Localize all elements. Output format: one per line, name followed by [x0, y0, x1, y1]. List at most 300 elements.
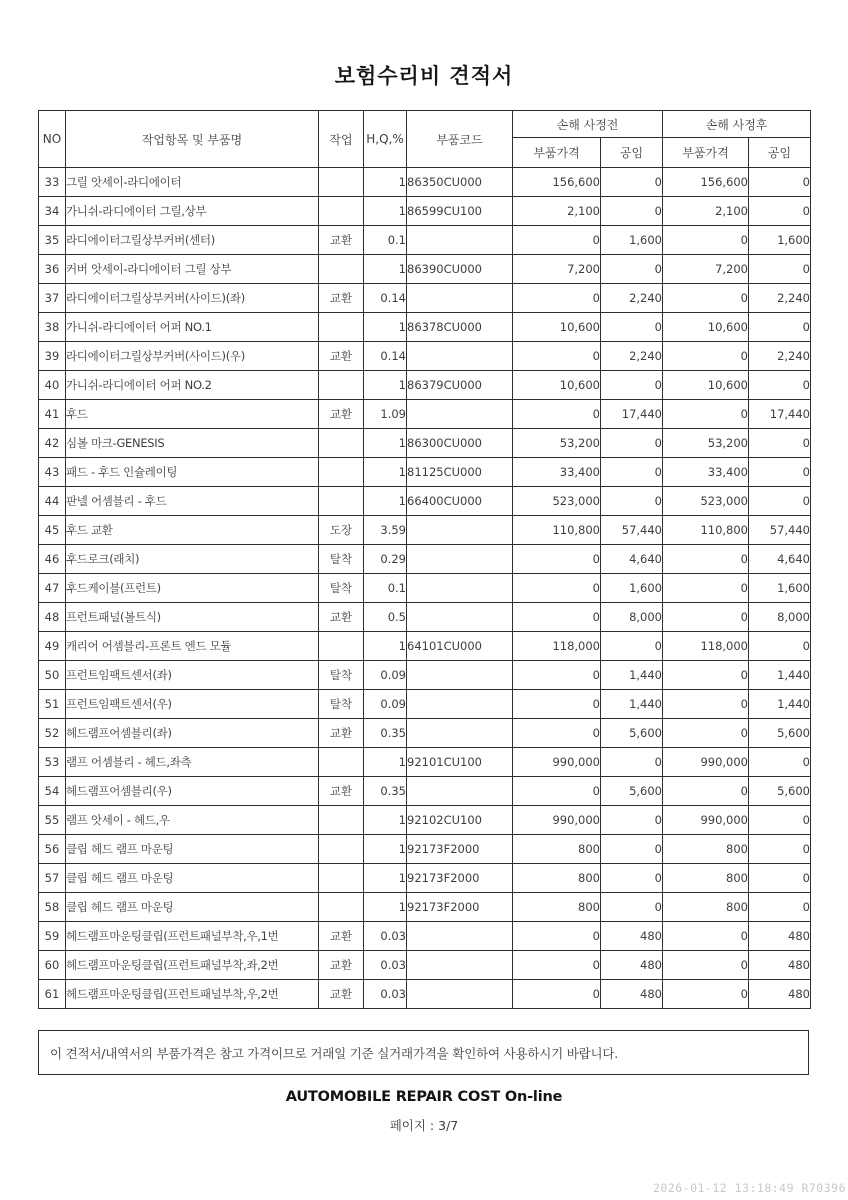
table-row: [39, 777, 811, 806]
brand-line: AUTOMOBILE REPAIR COST On-line: [285, 1089, 563, 1105]
row-number: 46: [39, 545, 66, 574]
notice-text: 이 견적서/내역서의 부품가격은 참고 가격이므로 거래일 기준 실거래가격을 확인하여 사용하시기 바랍니다.: [50, 1045, 619, 1061]
pre-part-price: 800: [513, 835, 601, 864]
col-header-post-part-price: 부품가격: [663, 138, 749, 168]
pre-labor-cost: 0: [601, 197, 663, 226]
part-name: 헤드램프어셈블리(좌): [66, 719, 319, 748]
work-type: [319, 632, 364, 661]
pre-part-price: 10,600: [513, 371, 601, 400]
table-row: [39, 342, 811, 371]
pre-part-price: 156,600: [513, 168, 601, 197]
pre-labor-cost: 0: [601, 748, 663, 777]
post-labor-cost: 0: [749, 255, 811, 284]
post-labor-cost: 0: [749, 313, 811, 342]
hq-value: 3.59: [364, 516, 407, 545]
work-type: [319, 806, 364, 835]
table-row: [39, 864, 811, 893]
row-number: 37: [39, 284, 66, 313]
pre-labor-cost: 0: [601, 168, 663, 197]
table-row: [39, 429, 811, 458]
pre-labor-cost: 8,000: [601, 603, 663, 632]
pre-labor-cost: 0: [601, 806, 663, 835]
post-labor-cost: 2,240: [749, 284, 811, 313]
post-labor-cost: 0: [749, 197, 811, 226]
pre-part-price: 0: [513, 690, 601, 719]
pre-part-price: 800: [513, 893, 601, 922]
hq-value: 1: [364, 632, 407, 661]
post-part-price: 7,200: [663, 255, 749, 284]
hq-value: 0.03: [364, 951, 407, 980]
hq-value: 1.09: [364, 400, 407, 429]
table-row: [39, 748, 811, 777]
post-labor-cost: 0: [749, 487, 811, 516]
part-code: 86378CU000: [407, 313, 513, 342]
hq-value: 0.03: [364, 980, 407, 1009]
hq-value: 0.03: [364, 922, 407, 951]
pre-part-price: 0: [513, 342, 601, 371]
post-part-price: 0: [663, 284, 749, 313]
part-name: 클립 헤드 램프 마운팅: [66, 864, 319, 893]
part-code: 86379CU000: [407, 371, 513, 400]
col-header-post-labor: 공임: [749, 138, 811, 168]
part-name: 후드 교환: [66, 516, 319, 545]
table-row: [39, 313, 811, 342]
post-part-price: 990,000: [663, 748, 749, 777]
work-type: 교환: [319, 226, 364, 255]
pre-part-price: 0: [513, 719, 601, 748]
repair-estimate-table: [38, 110, 811, 1009]
work-type: 교환: [319, 342, 364, 371]
pre-part-price: 53,200: [513, 429, 601, 458]
pre-labor-cost: 0: [601, 313, 663, 342]
table-row: [39, 922, 811, 951]
row-number: 51: [39, 690, 66, 719]
pre-part-price: 33,400: [513, 458, 601, 487]
post-part-price: 800: [663, 864, 749, 893]
part-code: 86300CU000: [407, 429, 513, 458]
table-row: [39, 806, 811, 835]
work-type: 탈착: [319, 574, 364, 603]
pre-part-price: 2,100: [513, 197, 601, 226]
part-code: 92173F2000: [407, 864, 513, 893]
row-number: 61: [39, 980, 66, 1009]
pre-labor-cost: 0: [601, 835, 663, 864]
work-type: 교환: [319, 719, 364, 748]
part-code: 92173F2000: [407, 835, 513, 864]
work-type: [319, 864, 364, 893]
table-row: [39, 603, 811, 632]
post-labor-cost: 0: [749, 371, 811, 400]
col-header-item: 작업항목 및 부품명: [66, 111, 319, 168]
row-number: 54: [39, 777, 66, 806]
table-row: [39, 400, 811, 429]
post-part-price: 2,100: [663, 197, 749, 226]
col-header-post-assessment: 손해 사정후: [663, 111, 811, 138]
post-part-price: 0: [663, 342, 749, 371]
part-name: 후드: [66, 400, 319, 429]
post-labor-cost: 5,600: [749, 777, 811, 806]
part-code: [407, 922, 513, 951]
post-labor-cost: 0: [749, 864, 811, 893]
part-name: 클립 헤드 램프 마운팅: [66, 835, 319, 864]
hq-value: 1: [364, 864, 407, 893]
col-header-work: 작업: [319, 111, 364, 168]
col-header-hq: H,Q,%: [364, 111, 407, 168]
post-labor-cost: 0: [749, 168, 811, 197]
pre-labor-cost: 0: [601, 371, 663, 400]
hq-value: 1: [364, 748, 407, 777]
col-header-part-code: 부품코드: [407, 111, 513, 168]
row-number: 59: [39, 922, 66, 951]
hq-value: 1: [364, 806, 407, 835]
part-code: [407, 516, 513, 545]
post-part-price: 10,600: [663, 313, 749, 342]
table-row: [39, 516, 811, 545]
post-part-price: 118,000: [663, 632, 749, 661]
work-type: 교환: [319, 980, 364, 1009]
row-number: 45: [39, 516, 66, 545]
post-part-price: 0: [663, 603, 749, 632]
pre-labor-cost: 480: [601, 980, 663, 1009]
work-type: [319, 197, 364, 226]
table-row: [39, 487, 811, 516]
hq-value: 0.35: [364, 719, 407, 748]
post-labor-cost: 2,240: [749, 342, 811, 371]
pre-part-price: 0: [513, 284, 601, 313]
part-code: [407, 603, 513, 632]
hq-value: 1: [364, 835, 407, 864]
post-labor-cost: 0: [749, 458, 811, 487]
row-number: 50: [39, 661, 66, 690]
work-type: 탈착: [319, 690, 364, 719]
post-part-price: 0: [663, 545, 749, 574]
row-number: 40: [39, 371, 66, 400]
post-part-price: 523,000: [663, 487, 749, 516]
pre-labor-cost: 0: [601, 458, 663, 487]
col-header-no: NO: [39, 111, 66, 168]
post-labor-cost: 17,440: [749, 400, 811, 429]
post-part-price: 800: [663, 893, 749, 922]
part-code: [407, 574, 513, 603]
row-number: 47: [39, 574, 66, 603]
col-header-pre-part-price: 부품가격: [513, 138, 601, 168]
page-title: 보험수리비 견적서: [334, 64, 514, 88]
part-name: 클립 헤드 램프 마운팅: [66, 893, 319, 922]
notice-box: [38, 1030, 809, 1075]
part-name: 프런트임팩트센서(좌): [66, 661, 319, 690]
row-number: 33: [39, 168, 66, 197]
table-row: [39, 226, 811, 255]
part-code: [407, 777, 513, 806]
part-code: [407, 284, 513, 313]
part-name: 헤드램프마운팅클립(프런트패널부착,우,2번: [66, 980, 319, 1009]
pre-part-price: 0: [513, 226, 601, 255]
table-row: [39, 284, 811, 313]
pre-part-price: 118,000: [513, 632, 601, 661]
hq-value: 0.14: [364, 284, 407, 313]
row-number: 48: [39, 603, 66, 632]
work-type: 탈착: [319, 545, 364, 574]
part-name: 가니쉬-라디에이터 어퍼 NO.1: [66, 313, 319, 342]
post-part-price: 110,800: [663, 516, 749, 545]
part-code: [407, 690, 513, 719]
hq-value: 1: [364, 313, 407, 342]
pre-labor-cost: 1,600: [601, 574, 663, 603]
hq-value: 1: [364, 893, 407, 922]
post-part-price: 10,600: [663, 371, 749, 400]
part-code: [407, 545, 513, 574]
table-row: [39, 835, 811, 864]
pre-part-price: 0: [513, 661, 601, 690]
pre-labor-cost: 0: [601, 255, 663, 284]
post-part-price: 0: [663, 226, 749, 255]
pre-labor-cost: 0: [601, 429, 663, 458]
work-type: 탈착: [319, 661, 364, 690]
post-labor-cost: 0: [749, 806, 811, 835]
pre-labor-cost: 2,240: [601, 284, 663, 313]
row-number: 58: [39, 893, 66, 922]
row-number: 41: [39, 400, 66, 429]
pre-part-price: 0: [513, 951, 601, 980]
table-row: [39, 545, 811, 574]
post-labor-cost: 0: [749, 429, 811, 458]
row-number: 52: [39, 719, 66, 748]
part-name: 헤드램프마운팅클립(프런트패널부착,우,1번: [66, 922, 319, 951]
pre-part-price: 0: [513, 922, 601, 951]
row-number: 34: [39, 197, 66, 226]
part-name: 패드 - 후드 인슐레이팅: [66, 458, 319, 487]
pre-part-price: 0: [513, 574, 601, 603]
table-row: [39, 893, 811, 922]
row-number: 43: [39, 458, 66, 487]
part-name: 프런트임팩트센서(우): [66, 690, 319, 719]
pre-labor-cost: 1,440: [601, 661, 663, 690]
table-row: [39, 574, 811, 603]
post-part-price: 800: [663, 835, 749, 864]
work-type: [319, 748, 364, 777]
hq-value: 0.09: [364, 690, 407, 719]
pre-part-price: 990,000: [513, 748, 601, 777]
pre-labor-cost: 57,440: [601, 516, 663, 545]
part-name: 가니쉬-라디에이터 그릴,상부: [66, 197, 319, 226]
part-name: 후드케이블(프런트): [66, 574, 319, 603]
pre-labor-cost: 4,640: [601, 545, 663, 574]
post-labor-cost: 57,440: [749, 516, 811, 545]
pre-part-price: 0: [513, 400, 601, 429]
pre-part-price: 0: [513, 603, 601, 632]
part-code: 92101CU100: [407, 748, 513, 777]
pre-labor-cost: 1,600: [601, 226, 663, 255]
table-row: [39, 458, 811, 487]
row-number: 44: [39, 487, 66, 516]
pre-labor-cost: 2,240: [601, 342, 663, 371]
pre-labor-cost: 0: [601, 632, 663, 661]
pre-part-price: 0: [513, 980, 601, 1009]
part-code: [407, 342, 513, 371]
row-number: 36: [39, 255, 66, 284]
pre-part-price: 0: [513, 777, 601, 806]
table-row: [39, 980, 811, 1009]
pre-part-price: 990,000: [513, 806, 601, 835]
table-row: [39, 168, 811, 197]
work-type: 교환: [319, 603, 364, 632]
col-header-pre-assessment: 손해 사정전: [513, 111, 663, 138]
pre-labor-cost: 480: [601, 951, 663, 980]
part-code: [407, 661, 513, 690]
post-part-price: 156,600: [663, 168, 749, 197]
post-labor-cost: 0: [749, 632, 811, 661]
hq-value: 0.09: [364, 661, 407, 690]
hq-value: 1: [364, 487, 407, 516]
col-header-pre-labor: 공임: [601, 138, 663, 168]
row-number: 56: [39, 835, 66, 864]
part-name: 램프 어셈블리 - 헤드,좌측: [66, 748, 319, 777]
part-name: 커버 앗세이-라디에이터 그릴 상부: [66, 255, 319, 284]
pre-part-price: 800: [513, 864, 601, 893]
table-header: [39, 111, 811, 168]
part-name: 헤드램프어셈블리(우): [66, 777, 319, 806]
part-code: 86599CU100: [407, 197, 513, 226]
post-part-price: 33,400: [663, 458, 749, 487]
part-name: 심볼 마크-GENESIS: [66, 429, 319, 458]
table-row: [39, 255, 811, 284]
part-code: 92173F2000: [407, 893, 513, 922]
hq-value: 0.14: [364, 342, 407, 371]
pre-labor-cost: 1,440: [601, 690, 663, 719]
hq-value: 0.5: [364, 603, 407, 632]
post-labor-cost: 480: [749, 922, 811, 951]
pre-labor-cost: 5,600: [601, 719, 663, 748]
pre-part-price: 110,800: [513, 516, 601, 545]
work-type: 교환: [319, 777, 364, 806]
table-row: [39, 690, 811, 719]
row-number: 57: [39, 864, 66, 893]
post-part-price: 0: [663, 574, 749, 603]
work-type: 교환: [319, 951, 364, 980]
hq-value: 1: [364, 168, 407, 197]
post-labor-cost: 0: [749, 835, 811, 864]
row-number: 55: [39, 806, 66, 835]
row-number: 35: [39, 226, 66, 255]
part-name: 캐리어 어셈블리-프론트 엔드 모듈: [66, 632, 319, 661]
post-labor-cost: 1,440: [749, 661, 811, 690]
post-part-price: 0: [663, 690, 749, 719]
part-code: 86350CU000: [407, 168, 513, 197]
hq-value: 0.1: [364, 574, 407, 603]
post-part-price: 0: [663, 980, 749, 1009]
post-labor-cost: 1,440: [749, 690, 811, 719]
pre-labor-cost: 0: [601, 487, 663, 516]
work-type: [319, 835, 364, 864]
hq-value: 1: [364, 371, 407, 400]
post-labor-cost: 1,600: [749, 226, 811, 255]
work-type: [319, 168, 364, 197]
hq-value: 1: [364, 458, 407, 487]
part-code: [407, 719, 513, 748]
part-code: [407, 226, 513, 255]
table-row: [39, 661, 811, 690]
post-part-price: 0: [663, 719, 749, 748]
work-type: [319, 458, 364, 487]
part-name: 램프 앗세이 - 헤드,우: [66, 806, 319, 835]
part-name: 판넬 어셈블리 - 후드: [66, 487, 319, 516]
part-name: 프런트패널(볼트식): [66, 603, 319, 632]
pre-part-price: 0: [513, 545, 601, 574]
work-type: 교환: [319, 400, 364, 429]
pre-labor-cost: 480: [601, 922, 663, 951]
hq-value: 1: [364, 429, 407, 458]
pre-labor-cost: 0: [601, 864, 663, 893]
hq-value: 0.29: [364, 545, 407, 574]
row-number: 38: [39, 313, 66, 342]
hq-value: 0.35: [364, 777, 407, 806]
work-type: [319, 429, 364, 458]
pre-part-price: 10,600: [513, 313, 601, 342]
part-code: [407, 400, 513, 429]
table-row: [39, 951, 811, 980]
estimate-table-body: [39, 168, 811, 1009]
row-number: 39: [39, 342, 66, 371]
post-part-price: 0: [663, 777, 749, 806]
post-labor-cost: 5,600: [749, 719, 811, 748]
post-part-price: 0: [663, 922, 749, 951]
post-part-price: 0: [663, 951, 749, 980]
pre-part-price: 523,000: [513, 487, 601, 516]
row-number: 60: [39, 951, 66, 980]
part-name: 후드로크(래치): [66, 545, 319, 574]
post-labor-cost: 0: [749, 893, 811, 922]
part-name: 라디에이터그릴상부커버(사이드)(우): [66, 342, 319, 371]
row-number: 53: [39, 748, 66, 777]
post-labor-cost: 0: [749, 748, 811, 777]
pre-part-price: 7,200: [513, 255, 601, 284]
part-name: 그릴 앗세이-라디에이터: [66, 168, 319, 197]
print-timestamp: 2026-01-12 13:18:49 R70396: [652, 1181, 846, 1195]
post-part-price: 0: [663, 661, 749, 690]
part-name: 라디에이터그릴상부커버(사이드)(좌): [66, 284, 319, 313]
table-row: [39, 197, 811, 226]
part-code: 86390CU000: [407, 255, 513, 284]
row-number: 49: [39, 632, 66, 661]
part-code: [407, 951, 513, 980]
post-labor-cost: 480: [749, 951, 811, 980]
work-type: 교환: [319, 922, 364, 951]
work-type: [319, 371, 364, 400]
post-part-price: 0: [663, 400, 749, 429]
work-type: 도장: [319, 516, 364, 545]
work-type: [319, 893, 364, 922]
pre-labor-cost: 17,440: [601, 400, 663, 429]
part-code: 66400CU000: [407, 487, 513, 516]
work-type: [319, 313, 364, 342]
part-name: 라디에이터그릴상부커버(센터): [66, 226, 319, 255]
hq-value: 1: [364, 255, 407, 284]
part-name: 가니쉬-라디에이터 어퍼 NO.2: [66, 371, 319, 400]
part-code: 81125CU000: [407, 458, 513, 487]
hq-value: 0.1: [364, 226, 407, 255]
part-name: 헤드램프마운팅클립(프런트패널부착,좌,2번: [66, 951, 319, 980]
post-part-price: 53,200: [663, 429, 749, 458]
post-part-price: 990,000: [663, 806, 749, 835]
page-indicator: 페이지 : 3/7: [389, 1118, 459, 1133]
hq-value: 1: [364, 197, 407, 226]
pre-labor-cost: 5,600: [601, 777, 663, 806]
part-code: [407, 980, 513, 1009]
post-labor-cost: 1,600: [749, 574, 811, 603]
pre-labor-cost: 0: [601, 893, 663, 922]
work-type: [319, 255, 364, 284]
post-labor-cost: 4,640: [749, 545, 811, 574]
